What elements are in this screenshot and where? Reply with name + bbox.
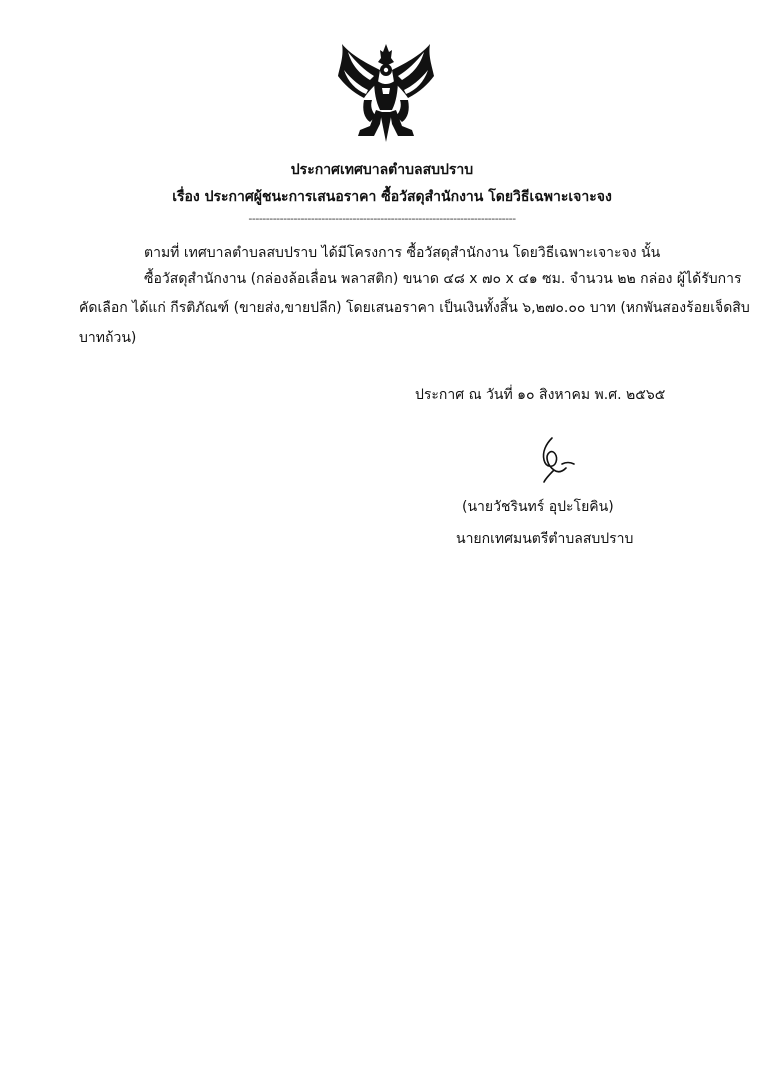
document-title: ประกาศเทศบาลตำบลสบปราบ [290,162,474,178]
document-subject: เรื่อง ประกาศผู้ชนะการเสนอราคา ซื้อวัสดุสำนักงาน โดยวิธีเฉพาะเจาะจง [172,189,612,205]
signer-position: นายกเทศมนตรีตำบลสบปราบ [456,531,634,547]
divider-line: ----------------------------------------------------------------------------- [248,212,516,225]
body-paragraph-line-2: ซื้อวัสดุสำนักงาน (กล่องล้อเลื่อน พลาสติก) ขนาด ๔๘ x ๗๐ x ๔๑ ซม. จำนวน ๒๒ กล่อง ผู้ได้รับการ [144,271,742,287]
signer-name: (นายวัชรินทร์ อุปะโยคิน) [462,499,614,515]
announcement-date: ประกาศ ณ วันที่ ๑๐ สิงหาคม พ.ศ. ๒๕๖๕ [415,387,666,403]
signature-icon [532,436,578,484]
body-paragraph-line-4: บาทถ้วน) [79,330,137,346]
body-paragraph-line-1: ตามที่ เทศบาลตำบลสบปราบ ได้มีโครงการ ซื้อวัสดุสำนักงาน โดยวิธีเฉพาะเจาะจง นั้น [144,245,661,261]
garuda-emblem-icon [334,40,438,146]
body-paragraph-line-3: คัดเลือก ได้แก่ กีรติภัณฑ์ (ขายส่ง,ขายปลีก) โดยเสนอราคา เป็นเงินทั้งสิ้น ๖,๒๗๐.๐๐ บาท (หกพันสองร้อยเจ็ดสิบ [79,300,750,316]
